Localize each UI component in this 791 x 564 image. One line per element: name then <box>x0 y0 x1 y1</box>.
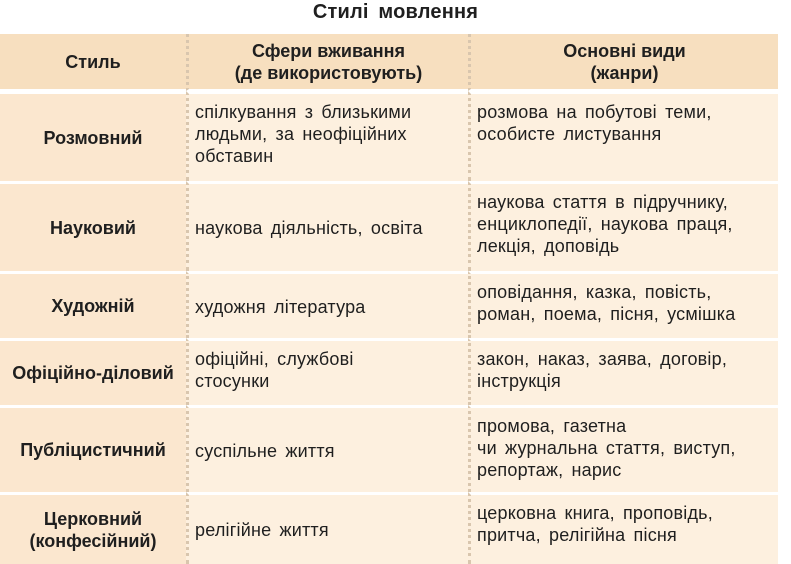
style-name-cell: Художній <box>0 271 186 338</box>
spheres-cell: наукова діяльність, освіта <box>186 181 468 271</box>
table-row <box>0 91 778 181</box>
table-header <box>0 34 778 91</box>
header-genres-text: Основні види (жанри) <box>563 40 686 83</box>
spheres-cell: суспільне життя <box>186 405 468 492</box>
genres-cell: оповідання, казка, повість, роман, поема, пісня, усмішка <box>468 271 778 338</box>
spheres-cell: художня література <box>186 271 468 338</box>
header-genres <box>468 34 778 91</box>
style-name-cell: Церковний (конфесійний) <box>0 492 186 564</box>
style-name-cell: Публіцистичний <box>0 405 186 492</box>
table-row <box>0 271 778 338</box>
style-name-cell: Науковий <box>0 181 186 271</box>
header-spheres <box>186 34 468 91</box>
spheres-cell: офіційні, службові стосунки <box>186 338 468 405</box>
header-row <box>0 34 778 91</box>
genres-cell: промова, газетна чи журнальна стаття, виступ, репортаж, нарис <box>468 405 778 492</box>
header-style: Стиль <box>0 34 186 91</box>
spheres-cell: спілкування з близькими людьми, за неофіційних обставин <box>186 91 468 181</box>
table-row <box>0 405 778 492</box>
genres-cell: церковна книга, проповідь, притча, релігійна пісня <box>468 492 778 564</box>
table-row <box>0 492 778 564</box>
style-name-cell: Офіційно-діловий <box>0 338 186 405</box>
table-row <box>0 181 778 271</box>
speech-styles-table <box>0 34 778 564</box>
header-spheres-text: Сфери вживання (де використовують) <box>234 40 423 83</box>
page-title: Стилі мовлення <box>312 1 479 23</box>
style-name-cell: Розмовний <box>0 91 186 181</box>
spheres-cell: релігійне життя <box>186 492 468 564</box>
genres-cell: наукова стаття в підручнику, енциклопедії, наукова праця, лекція, доповідь <box>468 181 778 271</box>
genres-cell: розмова на побутові теми, особисте листування <box>468 91 778 181</box>
table-row <box>0 338 778 405</box>
genres-cell: закон, наказ, заява, договір, інструкція <box>468 338 778 405</box>
table-body <box>0 91 778 564</box>
